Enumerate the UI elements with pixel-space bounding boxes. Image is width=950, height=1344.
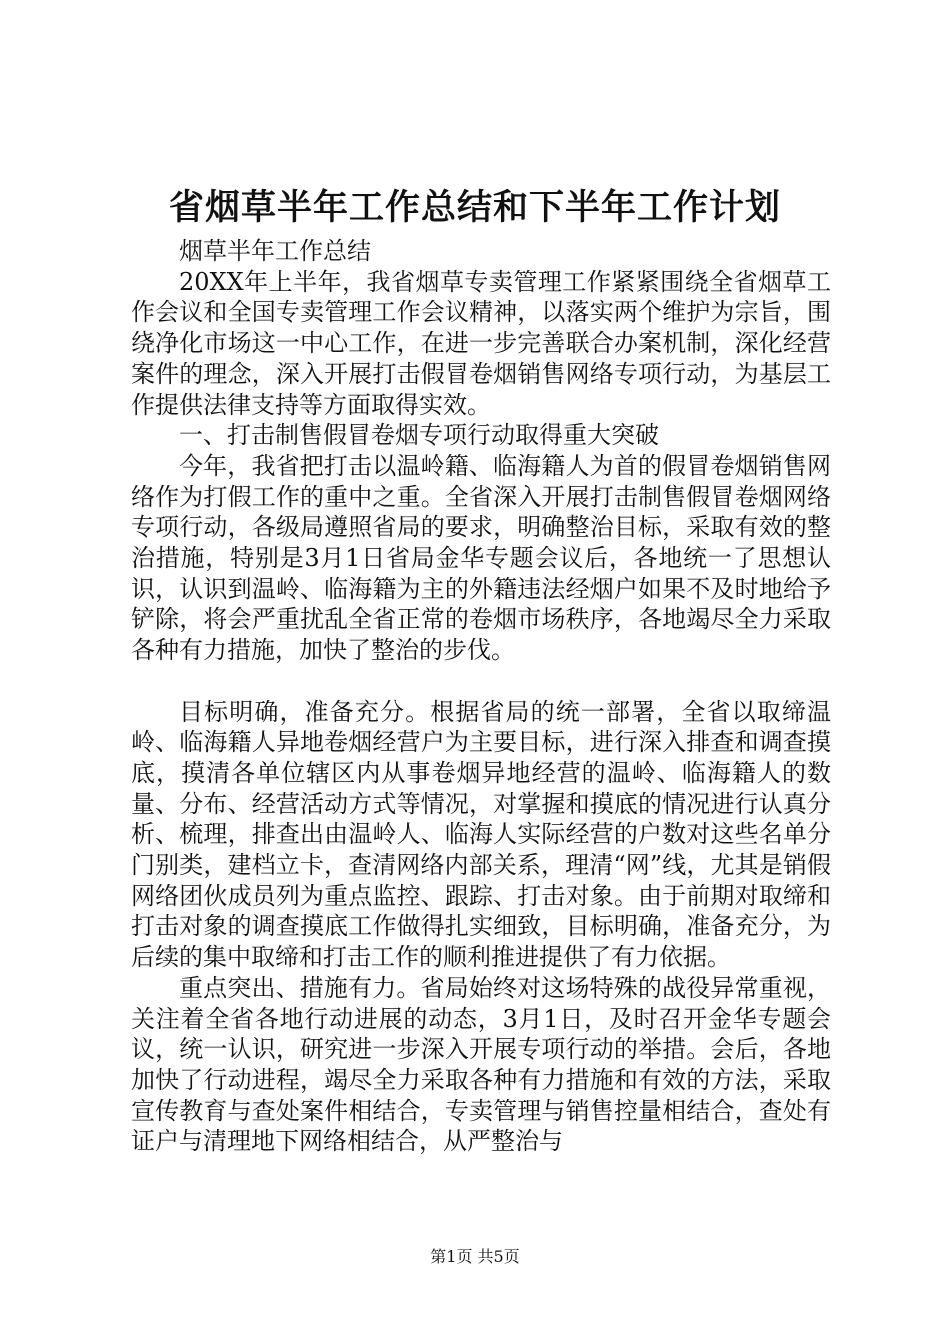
paragraph-spacer — [131, 666, 831, 697]
body-paragraph: 目标明确，准备充分。根据省局的统一部署，全省以取缔温岭、临海籍人异地卷烟经营户为主要目标，进行深入排查和调查摸底，摸清各单位辖区内从事卷烟异地经营的温岭、临海籍人的数量、分布、经营活动方式等情况，对掌握和摸底的情况进行认真分析、梳理，排查出由温岭人、临海人实际经营的户数对这些名单分门别类，建档立卡，查清网络内部关系，理清“网”线，尤其是销假网络团伙成员列为重点监控、跟踪、打击对象。由于前期对取缔和打击对象的调查摸底工作做得扎实细致，目标明确，准备充分，为后续的集中取缔和打击工作的顺利推进提供了有力依据。 — [131, 697, 831, 972]
subsection-heading: 一、打击制售假冒卷烟专项行动取得重大突破 — [179, 421, 659, 450]
body-paragraph: 重点突出、措施有力。省局始终对这场特殊的战役异常重视，关注着全省各地行动进展的动态，3月1日，及时召开金华专题会议，统一认识，研究进一步深入开展专项行动的举措。会后，各地加快了行动进程，竭尽全力采取各种有力措施和有效的方法，采取宣传教育与查处案件相结合，专卖管理与销售控量相结合，查处有证户与清理地下网络相结合，从严整治与 — [131, 973, 831, 1156]
document-body — [131, 236, 831, 1157]
page-indicator: 第1页 共5页 — [430, 1247, 520, 1266]
body-paragraph: 今年，我省把打击以温岭籍、临海籍人为首的假冒卷烟销售网络作为打假工作的重中之重。全省深入开展打击制售假冒卷烟网络专项行动，各级局遵照省局的要求，明确整治目标，采取有效的整治措施，特别是3月1日省局金华专题会议后，各地统一了思想认识，认识到温岭、临海籍为主的外籍违法经烟户如果不及时地给予铲除，将会严重扰乱全省正常的卷烟市场秩序，各地竭尽全力采取各种有力措施，加快了整治的步伐。 — [131, 451, 831, 665]
document-title: 省烟草半年工作总结和下半年工作计划 — [168, 187, 781, 228]
section-heading: 烟草半年工作总结 — [179, 237, 371, 265]
intro-paragraph: 20XX年上半年，我省烟草专卖管理工作紧紧围绕全省烟草工作会议和全国专卖管理工作会议精神，以落实两个维护为宗旨，围绕净化市场这一中心工作，在进一步完善联合办案机制，深化经营案件的理念，深入开展打击假冒卷烟销售网络专项行动，为基层工作提供法律支持等方面取得实效。 — [131, 267, 831, 419]
